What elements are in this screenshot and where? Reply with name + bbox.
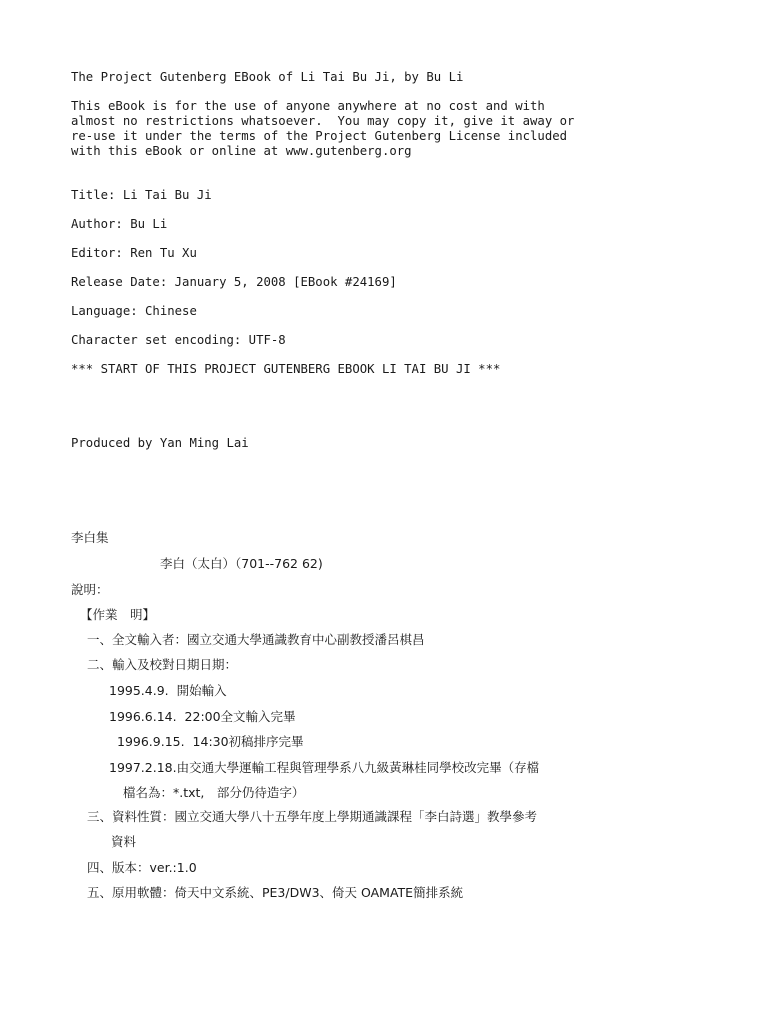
note-item: 一、全文輸入者：國立交通大學通識教育中心副教授潘呂棋昌 bbox=[87, 632, 425, 647]
license-line-4: with this eBook or online at www.gutenberg.org bbox=[71, 144, 412, 158]
license-line-3: re-use it under the terms of the Project Gutenberg License included bbox=[71, 129, 568, 143]
note-item: 資料 bbox=[111, 834, 137, 849]
start-marker: *** START OF THIS PROJECT GUTENBERG EBOOK LI TAI BU JI *** bbox=[71, 362, 501, 376]
note-item: 1996.6.14. 22:00全文輸入完畢 bbox=[109, 709, 296, 724]
note-item: 1997.2.18.由交通大學運輸工程與管理學系八九級黃琳桂同學校改完畢（存檔 bbox=[109, 760, 540, 775]
meta-language: Language: Chinese bbox=[71, 304, 197, 318]
license-line-1: This eBook is for the use of anyone anywhere at no cost and with bbox=[71, 99, 545, 113]
note-item: 檔名為：*.txt, 部分仍待造字） bbox=[123, 785, 305, 800]
note-item: 1996.9.15. 14:30初稿排序完畢 bbox=[117, 734, 304, 749]
notes-header: 【作業 明】 bbox=[80, 607, 156, 622]
note-item: 四、版本：ver.:1.0 bbox=[87, 860, 197, 875]
note-item: 五、原用軟體：倚天中文系統、PE3/DW3、倚天 OAMATE簡排系統 bbox=[87, 885, 464, 900]
license-line-2: almost no restrictions whatsoever. You may copy it, give it away or bbox=[71, 114, 575, 128]
meta-release-date: Release Date: January 5, 2008 [EBook #24169] bbox=[71, 275, 397, 289]
meta-encoding: Character set encoding: UTF-8 bbox=[71, 333, 286, 347]
explanation-label: 說明： bbox=[71, 582, 109, 597]
poet-line: 李白（太白）（701--762 62) bbox=[160, 556, 323, 571]
produced-by: Produced by Yan Ming Lai bbox=[71, 436, 249, 450]
ebook-title-line: The Project Gutenberg EBook of Li Tai Bu Ji, by Bu Li bbox=[71, 70, 464, 84]
meta-title: Title: Li Tai Bu Ji bbox=[71, 188, 212, 202]
note-item: 三、資料性質：國立交通大學八十五學年度上學期通識課程「李白詩選」教學參考 bbox=[87, 809, 538, 824]
meta-author: Author: Bu Li bbox=[71, 217, 168, 231]
meta-editor: Editor: Ren Tu Xu bbox=[71, 246, 197, 260]
note-item: 二、輸入及校對日期日期： bbox=[87, 657, 238, 672]
book-title: 李白集 bbox=[71, 530, 109, 545]
note-item: 1995.4.9. 開始輸入 bbox=[109, 683, 227, 698]
